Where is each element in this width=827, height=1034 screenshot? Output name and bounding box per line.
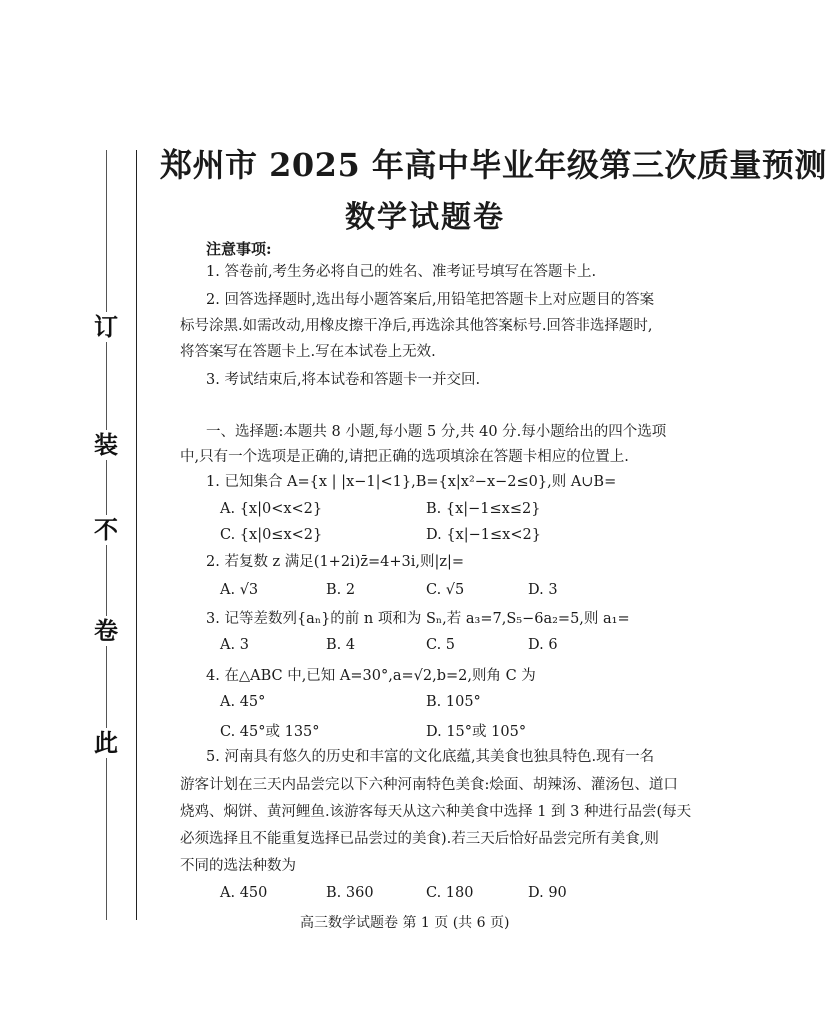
question-4-option-b: B. 105° (426, 694, 481, 710)
question-2-option-a: A. √3 (220, 582, 259, 598)
question-5-option-a: A. 450 (220, 885, 268, 901)
question-5-line-4: 必须选择且不能重复选择已品尝过的美食).若三天后恰好品尝完所有美食,则 (180, 831, 659, 847)
question-2-option-b: B. 2 (326, 582, 356, 598)
question-1-stem: 1. 已知集合 A={x | |x−1|<1},B={x|x²−x−2≤0},则 A∪B= (206, 474, 617, 490)
question-1-option-d: D. {x|−1≤x<2} (426, 527, 541, 543)
question-2-stem: 2. 若复数 z 满足(1+2i)z̄=4+3i,则|z|= (206, 554, 465, 570)
question-5-line-1: 5. 河南具有悠久的历史和丰富的文化底蕴,其美食也独具特色.现有一名 (206, 749, 655, 765)
question-2-option-d: D. 3 (528, 582, 558, 598)
binding-char-ci: 此 (86, 728, 126, 758)
question-4-option-c: C. 45°或 135° (220, 724, 320, 740)
binding-char-ding: 订 (86, 312, 126, 342)
binding-char-bu: 不 (86, 515, 126, 545)
binding-char-zhuang: 装 (86, 430, 126, 460)
question-3-stem: 3. 记等差数列{aₙ}的前 n 项和为 Sₙ,若 a₃=7,S₅−6a₂=5,则 a₁= (206, 611, 630, 627)
question-3-option-c: C. 5 (426, 637, 456, 653)
exam-title: 郑州市 2025 年高中毕业年级第三次质量预测 (160, 146, 827, 184)
section-1-line-2: 中,只有一个选项是正确的,请把正确的选项填涂在答题卡相应的位置上. (180, 449, 629, 465)
question-5-option-d: D. 90 (528, 885, 567, 901)
notice-heading: 注意事项: (206, 240, 272, 258)
section-1-line-1: 一、选择题:本题共 8 小题,每小题 5 分,共 40 分.每小题给出的四个选项 (206, 424, 667, 440)
exam-subtitle: 数学试题卷 (345, 200, 505, 235)
question-4-option-d: D. 15°或 105° (426, 724, 527, 740)
question-1-option-b: B. {x|−1≤x≤2} (426, 501, 541, 517)
question-3-option-a: A. 3 (220, 637, 249, 653)
binding-line-outer (136, 150, 137, 920)
question-1-option-a: A. {x|0<x<2} (220, 501, 323, 517)
question-5-option-b: B. 360 (326, 885, 374, 901)
question-2-option-c: C. √5 (426, 582, 465, 598)
question-4-option-a: A. 45° (220, 694, 266, 710)
question-5-line-2: 游客计划在三天内品尝完以下六种河南特色美食:烩面、胡辣汤、灌汤包、道口 (180, 777, 678, 793)
question-4-stem: 4. 在△ABC 中,已知 A=30°,a=√2,b=2,则角 C 为 (206, 668, 536, 684)
question-5-line-5: 不同的选法种数为 (180, 858, 296, 874)
notice-item-2-line-2: 标号涂黑.如需改动,用橡皮擦干净后,再选涂其他答案标号.回答非选择题时, (180, 318, 653, 334)
binding-char-juan: 卷 (86, 616, 126, 646)
question-5-option-c: C. 180 (426, 885, 474, 901)
notice-item-2-line-1: 2. 回答选择题时,选出每小题答案后,用铅笔把答题卡上对应题目的答案 (206, 292, 655, 308)
notice-item-2-line-3: 将答案写在答题卡上.写在本试卷上无效. (180, 344, 436, 360)
notice-item-3: 3. 考试结束后,将本试卷和答题卡一并交回. (206, 372, 481, 388)
page-footer: 高三数学试题卷 第 1 页 (共 6 页) (300, 915, 510, 931)
question-5-line-3: 烧鸡、焖饼、黄河鲤鱼.该游客每天从这六种美食中选择 1 到 3 种进行品尝(每天 (180, 804, 692, 820)
question-1-option-c: C. {x|0≤x<2} (220, 527, 323, 543)
notice-item-1: 1. 答卷前,考生务必将自己的姓名、准考证号填写在答题卡上. (206, 264, 597, 280)
question-3-option-d: D. 6 (528, 637, 558, 653)
question-3-option-b: B. 4 (326, 637, 356, 653)
